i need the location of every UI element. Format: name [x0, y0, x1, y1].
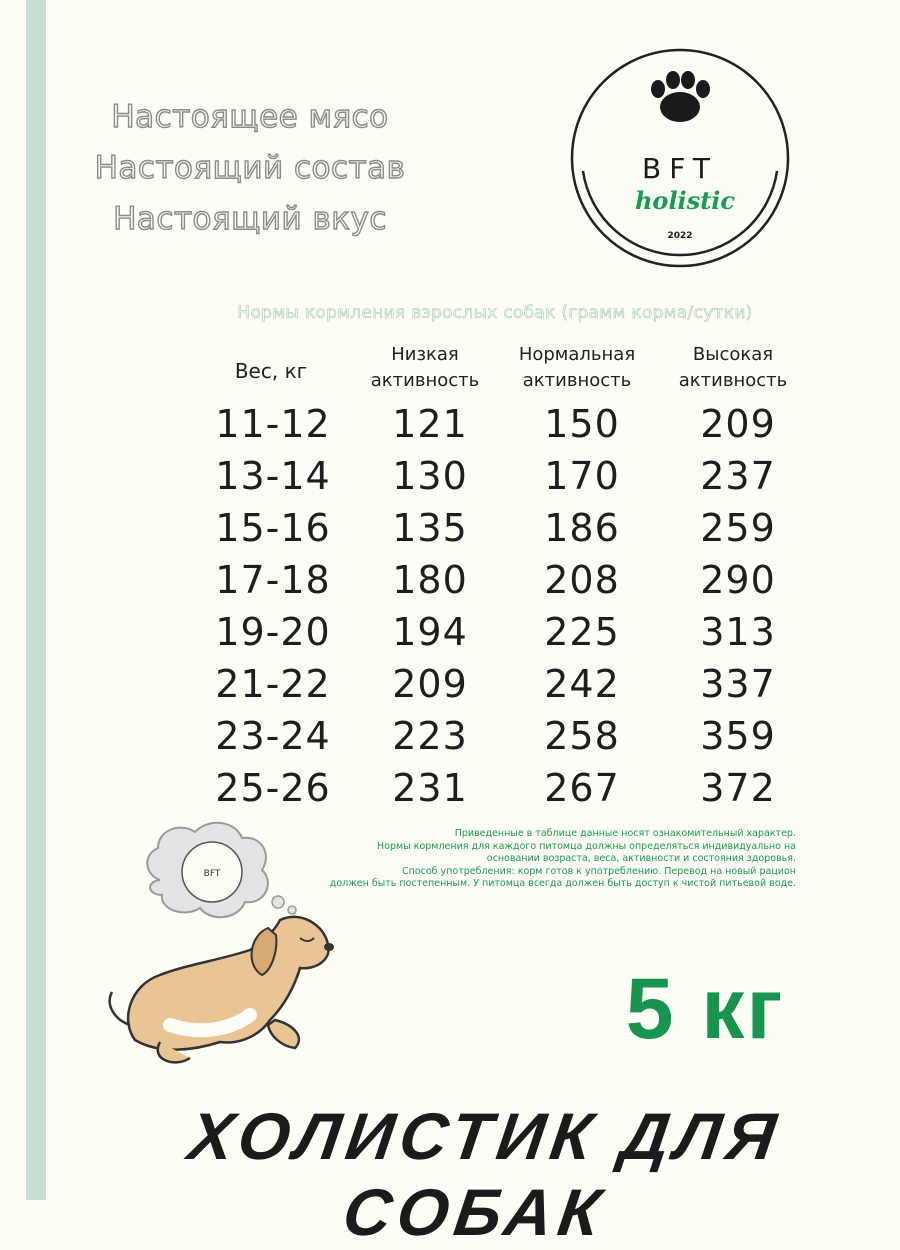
table-cell: 194: [392, 610, 468, 654]
table-cell: 372: [700, 766, 776, 810]
table-cell: 290: [700, 558, 776, 602]
table-caption: Нормы кормления взрослых собак (грамм корма/сутки): [237, 303, 753, 323]
disclaimer-line: Нормы кормления для каждого питомца должны определяться индивидуально на: [377, 840, 796, 852]
header-high-activity: [648, 342, 818, 394]
paw-icon: [651, 71, 710, 122]
table-cell: 25-26: [215, 766, 331, 810]
table-cell: 19-20: [215, 610, 331, 654]
table-cell: 223: [392, 714, 468, 758]
table-cell: 267: [544, 766, 620, 810]
table-cell: 17-18: [215, 558, 331, 602]
table-cell: 23-24: [215, 714, 331, 758]
table-cell: 150: [544, 402, 620, 446]
header-high-line2: активность: [678, 370, 788, 391]
slogans: [60, 92, 440, 245]
disclaimer-line: должен быть постепенным. У питомца всегда должен быть доступ к чистой питьевой воде.: [329, 878, 796, 889]
slogan-meat: Настоящее мясо: [111, 99, 389, 135]
svg-text:BFT: BFT: [203, 869, 221, 879]
table-cell: 258: [544, 714, 620, 758]
table-cell: 225: [544, 610, 620, 654]
header-low-line2: активность: [370, 370, 480, 391]
table-cell: 337: [700, 662, 776, 706]
table-cell: 13-14: [215, 454, 331, 498]
table-cell: 121: [392, 402, 468, 446]
table-cell: 259: [700, 506, 776, 550]
side-stripe: [26, 0, 46, 1200]
table-cell: 208: [544, 558, 620, 602]
table-cell: 209: [700, 402, 776, 446]
header-weight: Вес, кг: [234, 359, 308, 383]
weight-label: 5 кг: [625, 961, 785, 1057]
header-normal-activity: [492, 342, 662, 394]
logo-holistic: holistic: [634, 186, 736, 215]
sleeping-dog-illustration: [100, 810, 360, 1070]
table-cell: 15-16: [215, 506, 331, 550]
table-cell: 313: [700, 610, 776, 654]
logo-brand: BFT: [642, 152, 718, 185]
table-cell: 21-22: [215, 662, 331, 706]
slogan-taste: Настоящий вкус: [113, 201, 387, 237]
disclaimer-line: Способ употребления: корм готов к употреблению. Перевод на новый рацион: [401, 865, 796, 877]
table-cell: 180: [392, 558, 468, 602]
disclaimer-line: основании возраста, веса, активности и состояния здоровья.: [486, 853, 796, 864]
header-high-line1: Высокая: [692, 344, 774, 365]
slogan-composition: Настоящий состав: [94, 150, 406, 186]
table-cell: 209: [392, 662, 468, 706]
table-cell: 135: [392, 506, 468, 550]
header-low-line1: Низкая: [391, 344, 459, 365]
brand-logo: [567, 45, 793, 271]
table-cell: 186: [544, 506, 620, 550]
header-normal-line1: Нормальная: [518, 344, 636, 365]
product-name: ХОЛИСТИК ДЛЯ СОБАК: [184, 1099, 787, 1249]
header-normal-line2: активность: [522, 370, 632, 391]
header-low-activity: [340, 342, 510, 394]
table-cell: 170: [544, 454, 620, 498]
table-cell: 231: [392, 766, 468, 810]
table-cell: 242: [544, 662, 620, 706]
table-cell: 130: [392, 454, 468, 498]
disclaimer: [320, 828, 796, 891]
table-cell: 359: [700, 714, 776, 758]
logo-year: 2022: [667, 231, 693, 241]
disclaimer-line: Приведенные в таблице данные носят ознакомительный характер.: [454, 828, 796, 839]
table-cell: 237: [700, 454, 776, 498]
table-cell: 11-12: [215, 402, 331, 446]
